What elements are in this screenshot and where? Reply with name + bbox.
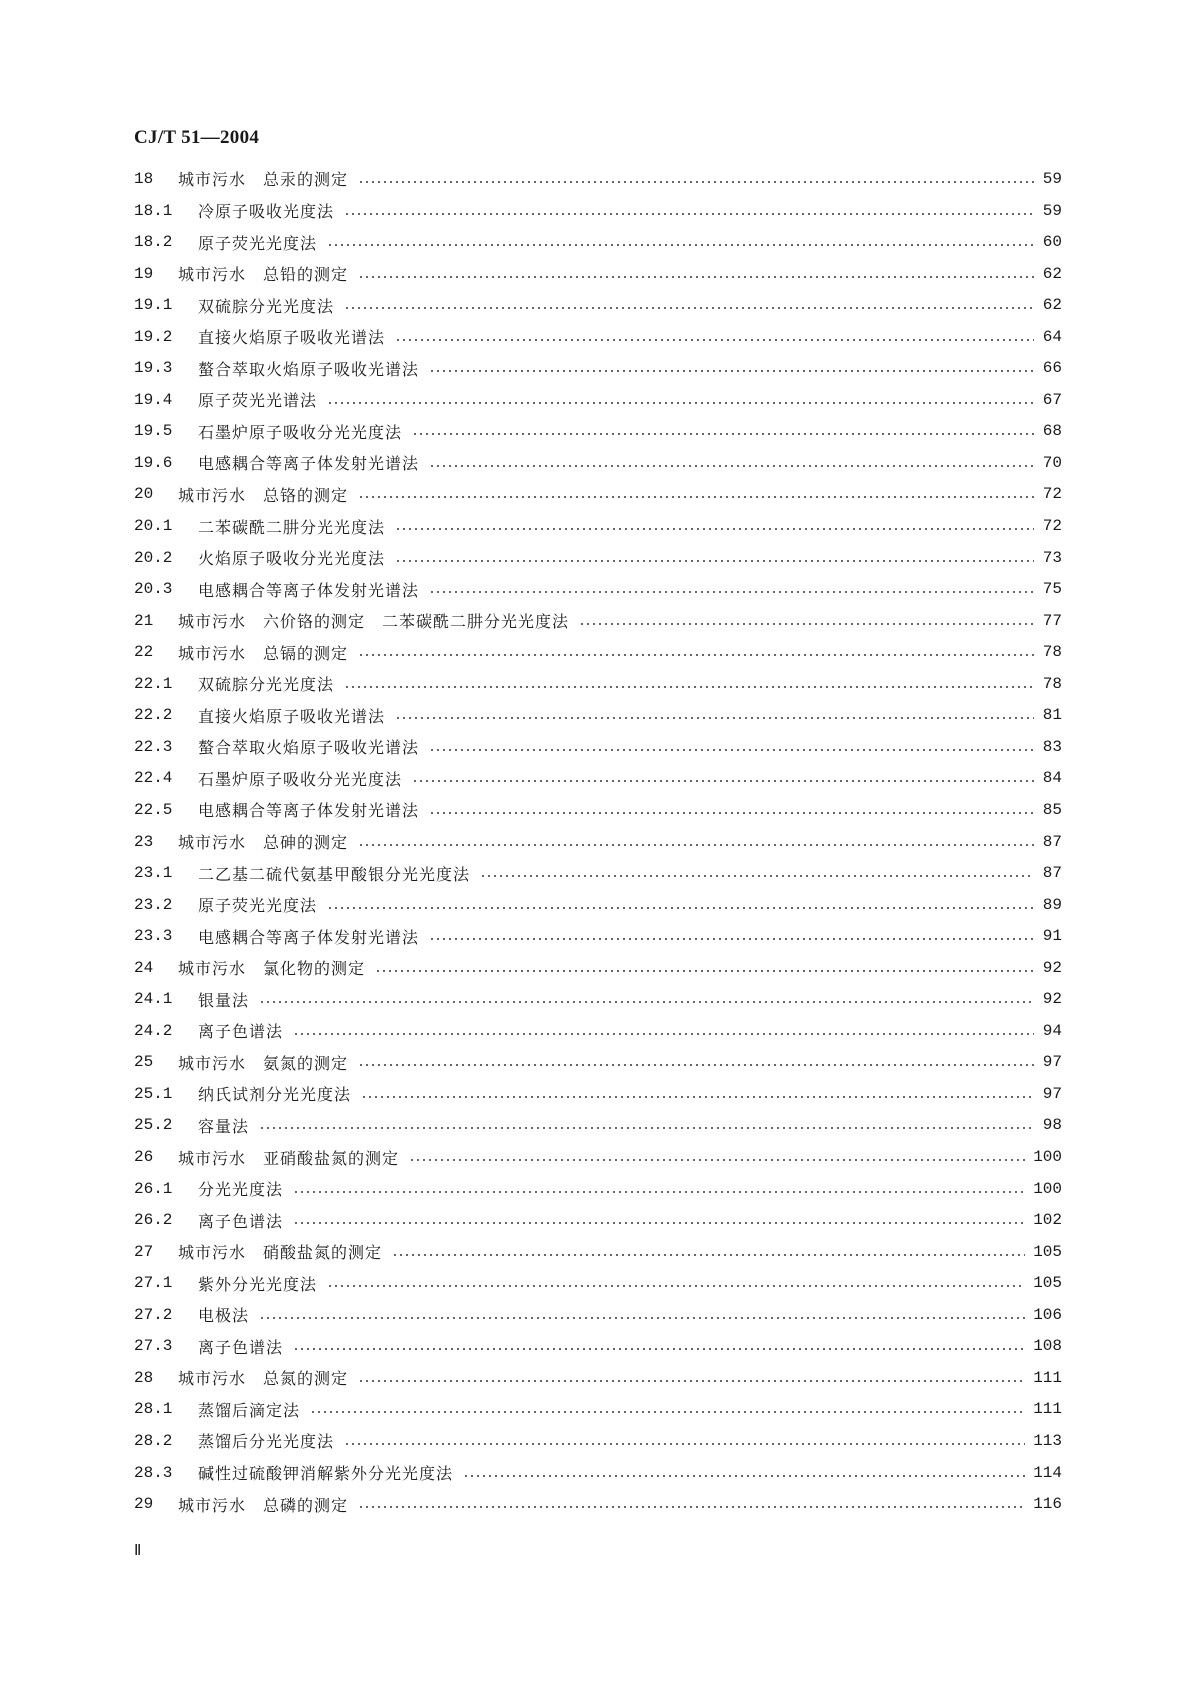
toc-entry-page-number: 92 xyxy=(1042,958,1062,977)
toc-dot-leader xyxy=(395,560,1034,562)
toc-entry-title: 城市污水 氨氮的测定 xyxy=(178,1053,349,1073)
toc-entry-page-number: 81 xyxy=(1042,706,1062,725)
toc-entry-number: 26 xyxy=(134,1148,154,1167)
toc-entry[interactable] xyxy=(134,1488,1062,1520)
toc-entry-number: 19.4 xyxy=(134,390,173,409)
toc-entry-title: 二乙基二硫代氨基甲酸银分光光度法 xyxy=(198,864,471,884)
toc-entry-number: 19.6 xyxy=(134,453,173,472)
toc-dot-leader xyxy=(429,370,1034,372)
toc-entry-page-number: 78 xyxy=(1042,643,1062,662)
toc-entry-title: 碱性过硫酸钾消解紫外分光光度法 xyxy=(198,1464,454,1484)
toc-entry[interactable] xyxy=(134,984,1062,1016)
toc-entry-page-number: 59 xyxy=(1042,169,1062,188)
toc-entry-title: 原子荧光光谱法 xyxy=(198,391,318,411)
toc-dot-leader xyxy=(259,1001,1034,1003)
toc-entry-title: 城市污水 总铅的测定 xyxy=(178,265,349,285)
toc-dot-leader xyxy=(293,1222,1025,1224)
toc-entry-number: 23.3 xyxy=(134,927,173,946)
toc-entry-title: 石墨炉原子吸收分光光度法 xyxy=(198,422,403,442)
toc-entry-page-number: 83 xyxy=(1042,737,1062,756)
toc-entry-page-number: 75 xyxy=(1042,580,1062,599)
toc-entry-number: 25 xyxy=(134,1053,154,1072)
toc-entry-number: 20 xyxy=(134,485,154,504)
toc-entry-title: 紫外分光光度法 xyxy=(198,1274,318,1294)
toc-entry[interactable] xyxy=(134,1015,1062,1047)
toc-entry[interactable] xyxy=(134,479,1062,511)
toc-entry-page-number: 111 xyxy=(1033,1368,1062,1387)
toc-entry-number: 18.1 xyxy=(134,201,173,220)
toc-entry[interactable] xyxy=(134,1331,1062,1363)
toc-entry-page-number: 60 xyxy=(1042,233,1062,252)
toc-entry-number: 21 xyxy=(134,611,154,630)
toc-entry[interactable] xyxy=(134,1078,1062,1110)
toc-dot-leader xyxy=(310,1411,1025,1413)
toc-dot-leader xyxy=(412,433,1034,435)
toc-entry-title: 离子色谱法 xyxy=(198,1211,284,1231)
toc-entry-number: 25.2 xyxy=(134,1116,173,1135)
toc-dot-leader xyxy=(293,1191,1025,1193)
toc-entry-page-number: 62 xyxy=(1042,264,1062,283)
toc-dot-leader xyxy=(358,1506,1025,1508)
toc-entry-number: 23.2 xyxy=(134,895,173,914)
page-number: Ⅱ xyxy=(134,1543,142,1559)
toc-dot-leader xyxy=(358,1380,1025,1382)
toc-entry[interactable] xyxy=(134,668,1062,700)
toc-entry[interactable] xyxy=(134,605,1062,637)
toc-entry-page-number: 87 xyxy=(1042,864,1062,883)
toc-dot-leader xyxy=(429,591,1034,593)
toc-entry-title: 城市污水 总镉的测定 xyxy=(178,643,349,663)
toc-entry[interactable] xyxy=(134,258,1062,290)
toc-entry[interactable] xyxy=(134,1267,1062,1299)
toc-dot-leader xyxy=(358,276,1034,278)
toc-dot-leader xyxy=(429,938,1034,940)
toc-entry[interactable] xyxy=(134,826,1062,858)
toc-entry-title: 冷原子吸收光度法 xyxy=(198,202,335,222)
toc-entry-number: 28 xyxy=(134,1368,154,1387)
toc-entry[interactable] xyxy=(134,163,1062,195)
toc-entry[interactable] xyxy=(134,1394,1062,1426)
toc-dot-leader xyxy=(358,654,1034,656)
toc-entry-title: 城市污水 总氮的测定 xyxy=(178,1369,349,1389)
toc-entry-title: 城市污水 亚硝酸盐氮的测定 xyxy=(178,1148,400,1168)
toc-entry-title: 双硫腙分光光度法 xyxy=(198,675,335,695)
toc-entry-title: 原子荧光光度法 xyxy=(198,233,318,253)
toc-entry-number: 24.2 xyxy=(134,1021,173,1040)
toc-entry-page-number: 108 xyxy=(1033,1337,1062,1356)
toc-entry-title: 二苯碳酰二肼分光光度法 xyxy=(198,517,386,537)
toc-entry[interactable] xyxy=(134,573,1062,605)
toc-entry[interactable] xyxy=(134,289,1062,321)
toc-entry[interactable] xyxy=(134,889,1062,921)
toc-entry-title: 银量法 xyxy=(198,990,250,1010)
toc-entry-number: 24.1 xyxy=(134,990,173,1009)
toc-entry-number: 20.3 xyxy=(134,580,173,599)
toc-entry-number: 18 xyxy=(134,169,154,188)
toc-entry-page-number: 66 xyxy=(1042,359,1062,378)
toc-entry[interactable] xyxy=(134,416,1062,448)
toc-entry[interactable] xyxy=(134,384,1062,416)
toc-entry-title: 离子色谱法 xyxy=(198,1337,284,1357)
toc-entry-number: 19.2 xyxy=(134,327,173,346)
toc-entry-title: 城市污水 硝酸盐氮的测定 xyxy=(178,1243,383,1263)
toc-entry-number: 22.2 xyxy=(134,706,173,725)
toc-entry-number: 25.1 xyxy=(134,1084,173,1103)
toc-entry[interactable] xyxy=(134,857,1062,889)
toc-entry[interactable] xyxy=(134,1362,1062,1394)
toc-entry-number: 19 xyxy=(134,264,154,283)
toc-entry-page-number: 98 xyxy=(1042,1116,1062,1135)
toc-dot-leader xyxy=(327,244,1034,246)
toc-dot-leader xyxy=(409,1159,1025,1161)
toc-entry-title: 原子荧光光度法 xyxy=(198,896,318,916)
toc-entry-page-number: 105 xyxy=(1033,1242,1062,1261)
toc-entry[interactable] xyxy=(134,1236,1062,1268)
toc-entry-title: 电感耦合等离子体发射光谱法 xyxy=(198,580,420,600)
toc-entry-page-number: 97 xyxy=(1042,1053,1062,1072)
toc-entry-title: 城市污水 总汞的测定 xyxy=(178,170,349,190)
toc-entry-page-number: 62 xyxy=(1042,296,1062,315)
toc-entry-number: 20.1 xyxy=(134,517,173,536)
toc-entry-number: 29 xyxy=(134,1495,154,1514)
toc-entry-title: 城市污水 六价铬的测定 二苯碳酰二肼分光光度法 xyxy=(178,612,570,632)
toc-entry-title: 城市污水 氯化物的测定 xyxy=(178,959,366,979)
toc-entry[interactable] xyxy=(134,1299,1062,1331)
toc-dot-leader xyxy=(293,1348,1025,1350)
toc-entry-title: 石墨炉原子吸收分光光度法 xyxy=(198,769,403,789)
toc-entry-number: 18.2 xyxy=(134,233,173,252)
toc-entry-page-number: 84 xyxy=(1042,769,1062,788)
toc-entry-page-number: 106 xyxy=(1033,1305,1062,1324)
toc-dot-leader xyxy=(259,1317,1025,1319)
toc-entry-title: 螯合萃取火焰原子吸收光谱法 xyxy=(198,359,420,379)
toc-dot-leader xyxy=(327,402,1034,404)
toc-entry[interactable] xyxy=(134,510,1062,542)
toc-entry-title: 电感耦合等离子体发射光谱法 xyxy=(198,927,420,947)
toc-entry[interactable] xyxy=(134,794,1062,826)
toc-entry[interactable] xyxy=(134,1110,1062,1142)
toc-dot-leader xyxy=(327,907,1034,909)
toc-entry-page-number: 87 xyxy=(1042,832,1062,851)
toc-entry-page-number: 89 xyxy=(1042,895,1062,914)
toc-entry-title: 直接火焰原子吸收光谱法 xyxy=(198,706,386,726)
toc-entry-page-number: 68 xyxy=(1042,422,1062,441)
toc-entry-title: 离子色谱法 xyxy=(198,1022,284,1042)
toc-dot-leader xyxy=(463,1475,1025,1477)
toc-entry-page-number: 100 xyxy=(1033,1179,1062,1198)
toc-entry-title: 容量法 xyxy=(198,1116,250,1136)
toc-entry[interactable] xyxy=(134,1457,1062,1489)
toc-entry-number: 19.1 xyxy=(134,296,173,315)
toc-entry[interactable] xyxy=(134,1047,1062,1079)
toc-entry-page-number: 114 xyxy=(1033,1463,1062,1482)
toc-entry-number: 19.5 xyxy=(134,422,173,441)
toc-dot-leader xyxy=(395,528,1034,530)
toc-entry-page-number: 91 xyxy=(1042,927,1062,946)
toc-entry-number: 28.2 xyxy=(134,1431,173,1450)
toc-entry-page-number: 113 xyxy=(1033,1431,1062,1450)
toc-dot-leader xyxy=(293,1033,1034,1035)
toc-entry-title: 电感耦合等离子体发射光谱法 xyxy=(198,801,420,821)
toc-entry-number: 23.1 xyxy=(134,864,173,883)
toc-entry-number: 27 xyxy=(134,1242,154,1261)
toc-entry-title: 电极法 xyxy=(198,1306,250,1326)
toc-entry-number: 22 xyxy=(134,643,154,662)
toc-entry-title: 电感耦合等离子体发射光谱法 xyxy=(198,454,420,474)
toc-entry-number: 22.5 xyxy=(134,800,173,819)
toc-entry-number: 26.1 xyxy=(134,1179,173,1198)
toc-entry-number: 20.2 xyxy=(134,548,173,567)
toc-entry[interactable] xyxy=(134,700,1062,732)
toc-entry-page-number: 59 xyxy=(1042,201,1062,220)
toc-entry-page-number: 77 xyxy=(1042,611,1062,630)
toc-entry-title: 城市污水 总砷的测定 xyxy=(178,833,349,853)
toc-entry-page-number: 102 xyxy=(1033,1211,1062,1230)
toc-entry-title: 纳氏试剂分光光度法 xyxy=(198,1085,352,1105)
toc-entry-number: 22.3 xyxy=(134,737,173,756)
toc-entry-page-number: 105 xyxy=(1033,1274,1062,1293)
toc-entry-title: 城市污水 总铬的测定 xyxy=(178,485,349,505)
toc-entry-title: 分光光度法 xyxy=(198,1180,284,1200)
toc-entry-number: 22.4 xyxy=(134,769,173,788)
toc-dot-leader xyxy=(429,812,1034,814)
toc-dot-leader xyxy=(429,465,1034,467)
toc-entry-number: 22.1 xyxy=(134,674,173,693)
toc-entry-page-number: 72 xyxy=(1042,517,1062,536)
toc-entry-title: 直接火焰原子吸收光谱法 xyxy=(198,328,386,348)
toc-dot-leader xyxy=(344,686,1034,688)
toc-entry-page-number: 97 xyxy=(1042,1084,1062,1103)
toc-dot-leader xyxy=(395,339,1034,341)
toc-entry-number: 27.1 xyxy=(134,1274,173,1293)
toc-dot-leader xyxy=(429,749,1034,751)
toc-entry-page-number: 78 xyxy=(1042,674,1062,693)
toc-dot-leader xyxy=(375,970,1034,972)
toc-dot-leader xyxy=(358,844,1034,846)
toc-entry-number: 28.3 xyxy=(134,1463,173,1482)
toc-entry-page-number: 72 xyxy=(1042,485,1062,504)
toc-dot-leader xyxy=(344,213,1034,215)
toc-entry-number: 26.2 xyxy=(134,1211,173,1230)
toc-entry-title: 双硫腙分光光度法 xyxy=(198,296,335,316)
toc-entry-page-number: 116 xyxy=(1033,1495,1062,1514)
toc-entry-title: 蒸馏后分光光度法 xyxy=(198,1432,335,1452)
toc-dot-leader xyxy=(327,1285,1025,1287)
toc-entry[interactable] xyxy=(134,1204,1062,1236)
toc-entry-number: 24 xyxy=(134,958,154,977)
toc-dot-leader xyxy=(395,717,1034,719)
toc-entry-title: 城市污水 总磷的测定 xyxy=(178,1495,349,1515)
toc-entry[interactable] xyxy=(134,636,1062,668)
document-code-header: CJ/T 51—2004 xyxy=(134,127,260,148)
toc-entry[interactable] xyxy=(134,226,1062,258)
toc-entry-number: 19.3 xyxy=(134,359,173,378)
toc-dot-leader xyxy=(358,1064,1034,1066)
toc-entry-title: 火焰原子吸收分光光度法 xyxy=(198,549,386,569)
toc-entry-page-number: 64 xyxy=(1042,327,1062,346)
toc-entry-page-number: 94 xyxy=(1042,1021,1062,1040)
toc-dot-leader xyxy=(358,181,1034,183)
toc-entry-page-number: 73 xyxy=(1042,548,1062,567)
toc-dot-leader xyxy=(358,496,1034,498)
toc-entry[interactable] xyxy=(134,1141,1062,1173)
toc-entry[interactable] xyxy=(134,952,1062,984)
toc-entry-title: 蒸馏后滴定法 xyxy=(198,1400,301,1420)
toc-entry[interactable] xyxy=(134,1425,1062,1457)
toc-dot-leader xyxy=(480,875,1034,877)
toc-entry-title: 螯合萃取火焰原子吸收光谱法 xyxy=(198,738,420,758)
toc-entry[interactable] xyxy=(134,321,1062,353)
toc-entry[interactable] xyxy=(134,542,1062,574)
toc-entry-number: 23 xyxy=(134,832,154,851)
toc-dot-leader xyxy=(412,780,1034,782)
toc-dot-leader xyxy=(259,1127,1034,1129)
toc-entry[interactable] xyxy=(134,1173,1062,1205)
toc-entry-page-number: 70 xyxy=(1042,453,1062,472)
toc-entry-page-number: 111 xyxy=(1033,1400,1062,1419)
toc-entry-number: 27.3 xyxy=(134,1337,173,1356)
toc-entry-number: 28.1 xyxy=(134,1400,173,1419)
toc-entry-page-number: 100 xyxy=(1033,1148,1062,1167)
toc-entry[interactable] xyxy=(134,447,1062,479)
toc-dot-leader xyxy=(361,1096,1034,1098)
toc-entry[interactable] xyxy=(134,353,1062,385)
toc-entry-number: 27.2 xyxy=(134,1305,173,1324)
toc-entry[interactable] xyxy=(134,763,1062,795)
toc-dot-leader xyxy=(344,307,1034,309)
toc-entry-page-number: 67 xyxy=(1042,390,1062,409)
toc-entry[interactable] xyxy=(134,920,1062,952)
toc-entry[interactable] xyxy=(134,731,1062,763)
toc-entry[interactable] xyxy=(134,195,1062,227)
toc-dot-leader xyxy=(579,623,1034,625)
toc-entry-page-number: 92 xyxy=(1042,990,1062,1009)
toc-entry-page-number: 85 xyxy=(1042,800,1062,819)
toc-dot-leader xyxy=(344,1443,1025,1445)
toc-dot-leader xyxy=(392,1254,1025,1256)
